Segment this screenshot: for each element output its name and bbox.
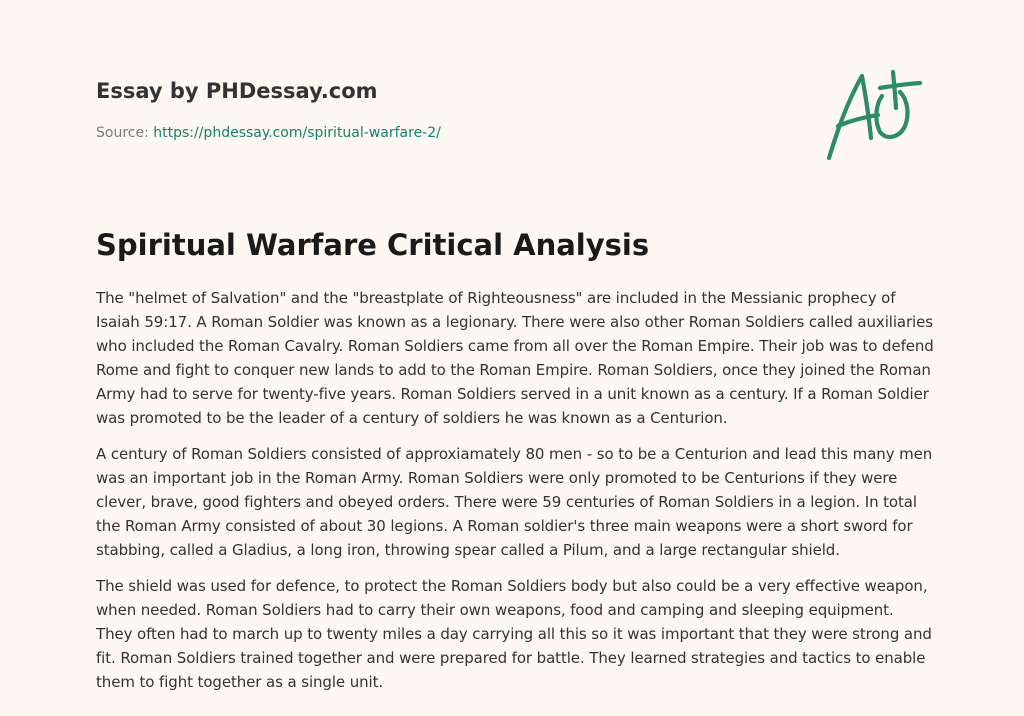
essay-paragraph: The "helmet of Salvation" and the "breastplate of Righteousness" are included in the Messianic prophecy of Isaiah 59:17. A Roman Soldier was known as a legionary. There were also other Roman Soldiers called auxiliaries who included the Roman Cavalry. Roman Soldiers came from all over the Roman Empire. Their job was to defend Rome and fight to conquer new lands to add to the Roman Empire. Roman Soldiers, once they joined the Roman Army had to serve for twenty-five years. Roman Soldiers served in a unit known as a century. If a Roman Soldier was promoted to be the leader of a century of soldiers he was known as a Centurion.	[96, 289, 934, 427]
essay-body	[96, 286, 934, 706]
a-plus-grade-icon	[822, 68, 932, 164]
source-line	[96, 123, 441, 143]
site-title: Essay by PHDessay.com	[96, 79, 378, 103]
source-label: Source:	[96, 125, 154, 141]
essay-paragraph: A century of Roman Soldiers consisted of approxiamately 80 men - so to be a Centurion and lead this many men was an important job in the Roman Army. Roman Soldiers were only promoted to be Centurions if they were clever, brave, good fighters and obeyed orders. There were 59 centuries of Roman Soldiers in a legion. In total the Roman Army consisted of about 30 legions. A Roman soldier's three main weapons were a short sword for stabbing, called a Gladius, a long iron, throwing spear called a Pilum, and a large rectangular shield.	[96, 445, 933, 559]
essay-title: Spiritual Warfare Critical Analysis	[96, 228, 650, 262]
source-link[interactable]: https://phdessay.com/spiritual-warfare-2/	[153, 125, 441, 141]
essay-paragraph: The shield was used for defence, to protect the Roman Soldiers body but also could be a very effective weapon, when needed. Roman Soldiers had to carry their own weapons, food and camping and sleeping equipment. They often had to march up to twenty miles a day carrying all this so it was important that they were strong and fit. Roman Soldiers trained together and were prepared for battle. They learned strategies and tactics to enable them to fight together as a single unit.	[96, 577, 932, 691]
